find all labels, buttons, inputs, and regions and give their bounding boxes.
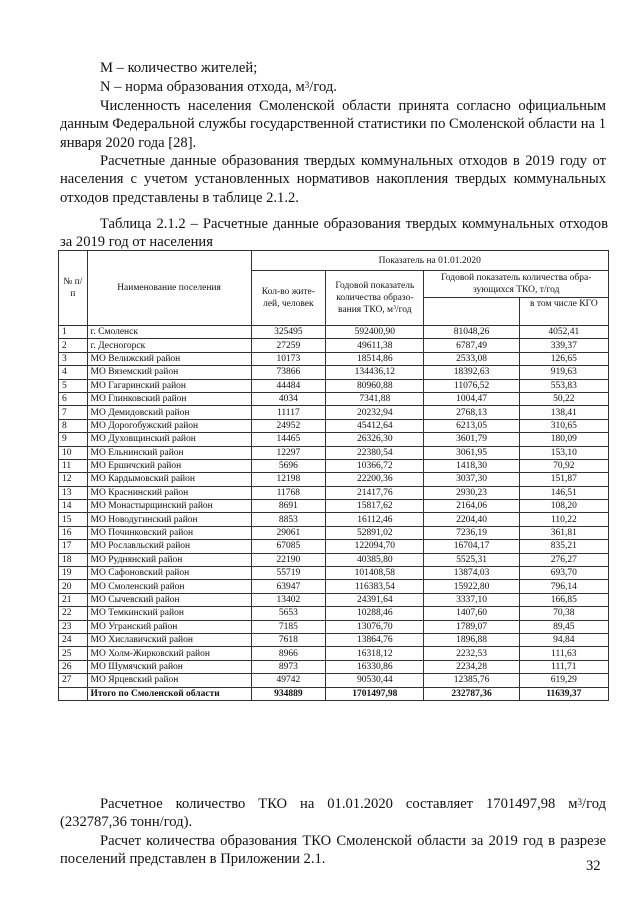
total-number-blank	[59, 687, 88, 700]
row-volume-m3: 592400,90	[326, 326, 424, 339]
table-body	[59, 326, 609, 701]
row-number: 7	[59, 406, 88, 419]
table-row	[59, 339, 609, 352]
row-volume-m3: 134436,12	[326, 366, 424, 379]
table-row	[59, 647, 609, 660]
row-population: 24952	[251, 419, 326, 432]
table-row	[59, 553, 609, 566]
row-kgo: 110,22	[519, 513, 608, 526]
table-row	[59, 392, 609, 405]
row-tons: 2164,06	[424, 500, 519, 513]
row-population: 8691	[251, 500, 326, 513]
row-number: 21	[59, 593, 88, 606]
row-kgo: 111,71	[519, 660, 608, 673]
row-population: 4034	[251, 392, 326, 405]
table-row	[59, 419, 609, 432]
row-settlement: МО Духовщинский район	[87, 433, 251, 446]
row-population: 67085	[251, 540, 326, 553]
row-volume-m3: 45412,64	[326, 419, 424, 432]
table-row	[59, 593, 609, 606]
row-tons: 3061,95	[424, 446, 519, 459]
row-number: 18	[59, 553, 88, 566]
after-paragraph-total: Расчетное количество ТКО на 01.01.2020 составляет 1701497,98 $м^3$/год (232787,36 тонн/год).	[60, 796, 606, 831]
row-volume-m3: 13864,76	[326, 633, 424, 646]
row-number: 11	[59, 459, 88, 472]
total-volume-m3: 1701497,98	[326, 687, 424, 700]
row-volume-m3: 10366,72	[326, 459, 424, 472]
table-row	[59, 352, 609, 365]
row-volume-m3: 7341,88	[326, 392, 424, 405]
row-tons: 81048,26	[424, 326, 519, 339]
row-tons: 2234,28	[424, 660, 519, 673]
row-population: 12297	[251, 446, 326, 459]
intro-line-m: М – количество жителей;	[100, 60, 258, 76]
row-number: 14	[59, 500, 88, 513]
total-label: Итого по Смоленской области	[87, 687, 251, 700]
row-number: 1	[59, 326, 88, 339]
row-number: 9	[59, 433, 88, 446]
row-kgo: 94,84	[519, 633, 608, 646]
row-population: 325495	[251, 326, 326, 339]
row-kgo: 111,63	[519, 647, 608, 660]
row-population: 8966	[251, 647, 326, 660]
row-settlement: МО Ярцевский район	[87, 674, 251, 687]
row-number: 22	[59, 607, 88, 620]
row-volume-m3: 22200,36	[326, 473, 424, 486]
row-settlement: МО Угранский район	[87, 620, 251, 633]
row-number: 12	[59, 473, 88, 486]
row-tons: 6787,49	[424, 339, 519, 352]
row-number: 24	[59, 633, 88, 646]
row-volume-m3: 10288,46	[326, 607, 424, 620]
row-tons: 1407,60	[424, 607, 519, 620]
table-row	[59, 473, 609, 486]
row-number: 25	[59, 647, 88, 660]
row-settlement: МО Краснинский район	[87, 486, 251, 499]
row-volume-m3: 16318,12	[326, 647, 424, 660]
row-population: 13402	[251, 593, 326, 606]
row-tons: 2204,40	[424, 513, 519, 526]
row-kgo: 146,51	[519, 486, 608, 499]
row-population: 27259	[251, 339, 326, 352]
header-tons-blank	[424, 298, 519, 326]
row-settlement: МО Темкинский район	[87, 607, 251, 620]
row-volume-m3: 22380,54	[326, 446, 424, 459]
row-settlement: МО Дорогобужский район	[87, 419, 251, 432]
row-tons: 15922,80	[424, 580, 519, 593]
table-row	[59, 500, 609, 513]
row-population: 12198	[251, 473, 326, 486]
table-row	[59, 513, 609, 526]
header-population: Кол-во жите-лей, человек	[251, 271, 326, 326]
row-settlement: МО Ельнинский район	[87, 446, 251, 459]
row-volume-m3: 16112,46	[326, 513, 424, 526]
header-indicator: Показатель на 01.01.2020	[251, 251, 608, 271]
row-volume-m3: 90530,44	[326, 674, 424, 687]
row-population: 8973	[251, 660, 326, 673]
table-row	[59, 326, 609, 339]
waste-table	[58, 250, 609, 701]
row-number: 6	[59, 392, 88, 405]
table-row	[59, 607, 609, 620]
row-settlement: МО Рославльский район	[87, 540, 251, 553]
row-settlement: МО Ершичский район	[87, 459, 251, 472]
row-tons: 5525,31	[424, 553, 519, 566]
row-tons: 3337,10	[424, 593, 519, 606]
row-settlement: г. Десногорск	[87, 339, 251, 352]
row-population: 14465	[251, 433, 326, 446]
table-row	[59, 633, 609, 646]
row-volume-m3: 20232,94	[326, 406, 424, 419]
row-population: 63947	[251, 580, 326, 593]
row-population: 7618	[251, 633, 326, 646]
table-total-row	[59, 687, 609, 700]
row-population: 44484	[251, 379, 326, 392]
page-number: 32	[586, 858, 601, 874]
row-kgo: 70,38	[519, 607, 608, 620]
row-kgo: 126,65	[519, 352, 608, 365]
table-row	[59, 379, 609, 392]
row-tons: 12385,76	[424, 674, 519, 687]
row-volume-m3: 49611,38	[326, 339, 424, 352]
row-kgo: 138,41	[519, 406, 608, 419]
total-kgo: 11639,37	[519, 687, 608, 700]
row-population: 29061	[251, 526, 326, 539]
row-settlement: МО Глинковский район	[87, 392, 251, 405]
row-tons: 3601,79	[424, 433, 519, 446]
row-population: 7185	[251, 620, 326, 633]
row-tons: 2768,13	[424, 406, 519, 419]
row-settlement: МО Сафоновский район	[87, 567, 251, 580]
row-kgo: 361,81	[519, 526, 608, 539]
row-population: 5653	[251, 607, 326, 620]
row-tons: 2232,53	[424, 647, 519, 660]
header-tko-volume: Годовой показатель количества образо-вания ТКО, $м^3$/год	[326, 271, 424, 326]
row-settlement: МО Руднянский район	[87, 553, 251, 566]
row-population: 11117	[251, 406, 326, 419]
row-settlement: МО Велижский район	[87, 352, 251, 365]
table-row	[59, 433, 609, 446]
header-tko-tons: Годовой показатель количества обра-зующихся ТКО, т/год	[424, 271, 609, 298]
row-kgo: 70,92	[519, 459, 608, 472]
row-kgo: 553,83	[519, 379, 608, 392]
row-kgo: 796,14	[519, 580, 608, 593]
row-tons: 2930,23	[424, 486, 519, 499]
row-population: 22190	[251, 553, 326, 566]
row-volume-m3: 24391,64	[326, 593, 424, 606]
row-settlement: МО Кардымовский район	[87, 473, 251, 486]
row-settlement: МО Шумячский район	[87, 660, 251, 673]
row-population: 11768	[251, 486, 326, 499]
after-paragraph-appendix: Расчет количества образования ТКО Смоленской области за 2019 год в разрезе поселений представлен в Приложении 2.1.	[60, 833, 606, 868]
row-volume-m3: 16330,86	[326, 660, 424, 673]
row-tons: 11076,52	[424, 379, 519, 392]
table-row	[59, 567, 609, 580]
table-row	[59, 486, 609, 499]
row-kgo: 835,21	[519, 540, 608, 553]
row-kgo: 693,70	[519, 567, 608, 580]
total-population: 934889	[251, 687, 326, 700]
row-kgo: 310,65	[519, 419, 608, 432]
row-kgo: 151,87	[519, 473, 608, 486]
table-row	[59, 580, 609, 593]
intro-paragraph-population: Численность населения Смоленской области принята согласно официальным данным Федеральной службы государственной статистики по Смоленской области на 1 января 2020 года [28].	[60, 98, 606, 151]
row-settlement: МО Починковский район	[87, 526, 251, 539]
table-row	[59, 446, 609, 459]
row-volume-m3: 52891,02	[326, 526, 424, 539]
row-tons: 16704,17	[424, 540, 519, 553]
row-settlement: МО Смоленский район	[87, 580, 251, 593]
row-settlement: МО Гагаринский район	[87, 379, 251, 392]
row-number: 4	[59, 366, 88, 379]
row-settlement: МО Сычевский район	[87, 593, 251, 606]
table-row	[59, 526, 609, 539]
row-tons: 1418,30	[424, 459, 519, 472]
row-number: 8	[59, 419, 88, 432]
row-population: 10173	[251, 352, 326, 365]
row-tons: 1896,88	[424, 633, 519, 646]
total-tons: 232787,36	[424, 687, 519, 700]
row-number: 17	[59, 540, 88, 553]
table-row	[59, 660, 609, 673]
row-volume-m3: 18514,86	[326, 352, 424, 365]
row-volume-m3: 40385,80	[326, 553, 424, 566]
row-population: 49742	[251, 674, 326, 687]
row-number: 5	[59, 379, 88, 392]
header-number: № п/п	[59, 251, 88, 326]
row-kgo: 166,85	[519, 593, 608, 606]
row-kgo: 276,27	[519, 553, 608, 566]
row-volume-m3: 122094,70	[326, 540, 424, 553]
row-number: 27	[59, 674, 88, 687]
row-kgo: 619,29	[519, 674, 608, 687]
row-tons: 6213,05	[424, 419, 519, 432]
row-volume-m3: 101408,58	[326, 567, 424, 580]
table-row	[59, 366, 609, 379]
row-population: 73866	[251, 366, 326, 379]
row-settlement: МО Вяземский район	[87, 366, 251, 379]
row-number: 3	[59, 352, 88, 365]
row-settlement: МО Монастырщинский район	[87, 500, 251, 513]
row-volume-m3: 13076,70	[326, 620, 424, 633]
row-number: 20	[59, 580, 88, 593]
row-volume-m3: 116383,54	[326, 580, 424, 593]
row-volume-m3: 80960,88	[326, 379, 424, 392]
row-kgo: 89,45	[519, 620, 608, 633]
row-settlement: МО Холм-Жирковский район	[87, 647, 251, 660]
table-row	[59, 620, 609, 633]
row-number: 13	[59, 486, 88, 499]
row-kgo: 4052,41	[519, 326, 608, 339]
row-kgo: 153,10	[519, 446, 608, 459]
row-number: 16	[59, 526, 88, 539]
row-tons: 2533,08	[424, 352, 519, 365]
row-tons: 7236,19	[424, 526, 519, 539]
row-number: 19	[59, 567, 88, 580]
row-kgo: 180,09	[519, 433, 608, 446]
table-row	[59, 674, 609, 687]
row-volume-m3: 26326,30	[326, 433, 424, 446]
row-number: 15	[59, 513, 88, 526]
table-row	[59, 406, 609, 419]
table-row	[59, 540, 609, 553]
table-row	[59, 459, 609, 472]
row-number: 26	[59, 660, 88, 673]
row-settlement: г. Смоленск	[87, 326, 251, 339]
row-kgo: 919,63	[519, 366, 608, 379]
row-number: 23	[59, 620, 88, 633]
row-tons: 13874,03	[424, 567, 519, 580]
row-kgo: 50,22	[519, 392, 608, 405]
row-number: 10	[59, 446, 88, 459]
row-population: 55719	[251, 567, 326, 580]
row-settlement: МО Новодугинский район	[87, 513, 251, 526]
row-kgo: 339,37	[519, 339, 608, 352]
row-population: 5696	[251, 459, 326, 472]
row-settlement: МО Хиславичский район	[87, 633, 251, 646]
row-volume-m3: 21417,76	[326, 486, 424, 499]
row-volume-m3: 15817,62	[326, 500, 424, 513]
intro-paragraph-estimates: Расчетные данные образования твердых коммунальных отходов в 2019 году от населения с учетом установленных нормативов накопления твердых коммунальных отходов представлены в таблице 2.1.2.	[60, 153, 606, 206]
row-tons: 1004,47	[424, 392, 519, 405]
header-kgo: в том числе КГО	[519, 298, 608, 326]
row-tons: 18392,63	[424, 366, 519, 379]
row-tons: 1789,07	[424, 620, 519, 633]
intro-line-n: N – норма образования отхода, $м^3$/год.	[100, 79, 337, 95]
row-settlement: МО Демидовский район	[87, 406, 251, 419]
row-kgo: 108,20	[519, 500, 608, 513]
row-tons: 3037,30	[424, 473, 519, 486]
header-settlement: Наименование поселения	[87, 251, 251, 326]
table-caption: Таблица 2.1.2 – Расчетные данные образования твердых коммунальных отходов за 2019 год от населения	[60, 216, 608, 250]
row-population: 8853	[251, 513, 326, 526]
row-number: 2	[59, 339, 88, 352]
